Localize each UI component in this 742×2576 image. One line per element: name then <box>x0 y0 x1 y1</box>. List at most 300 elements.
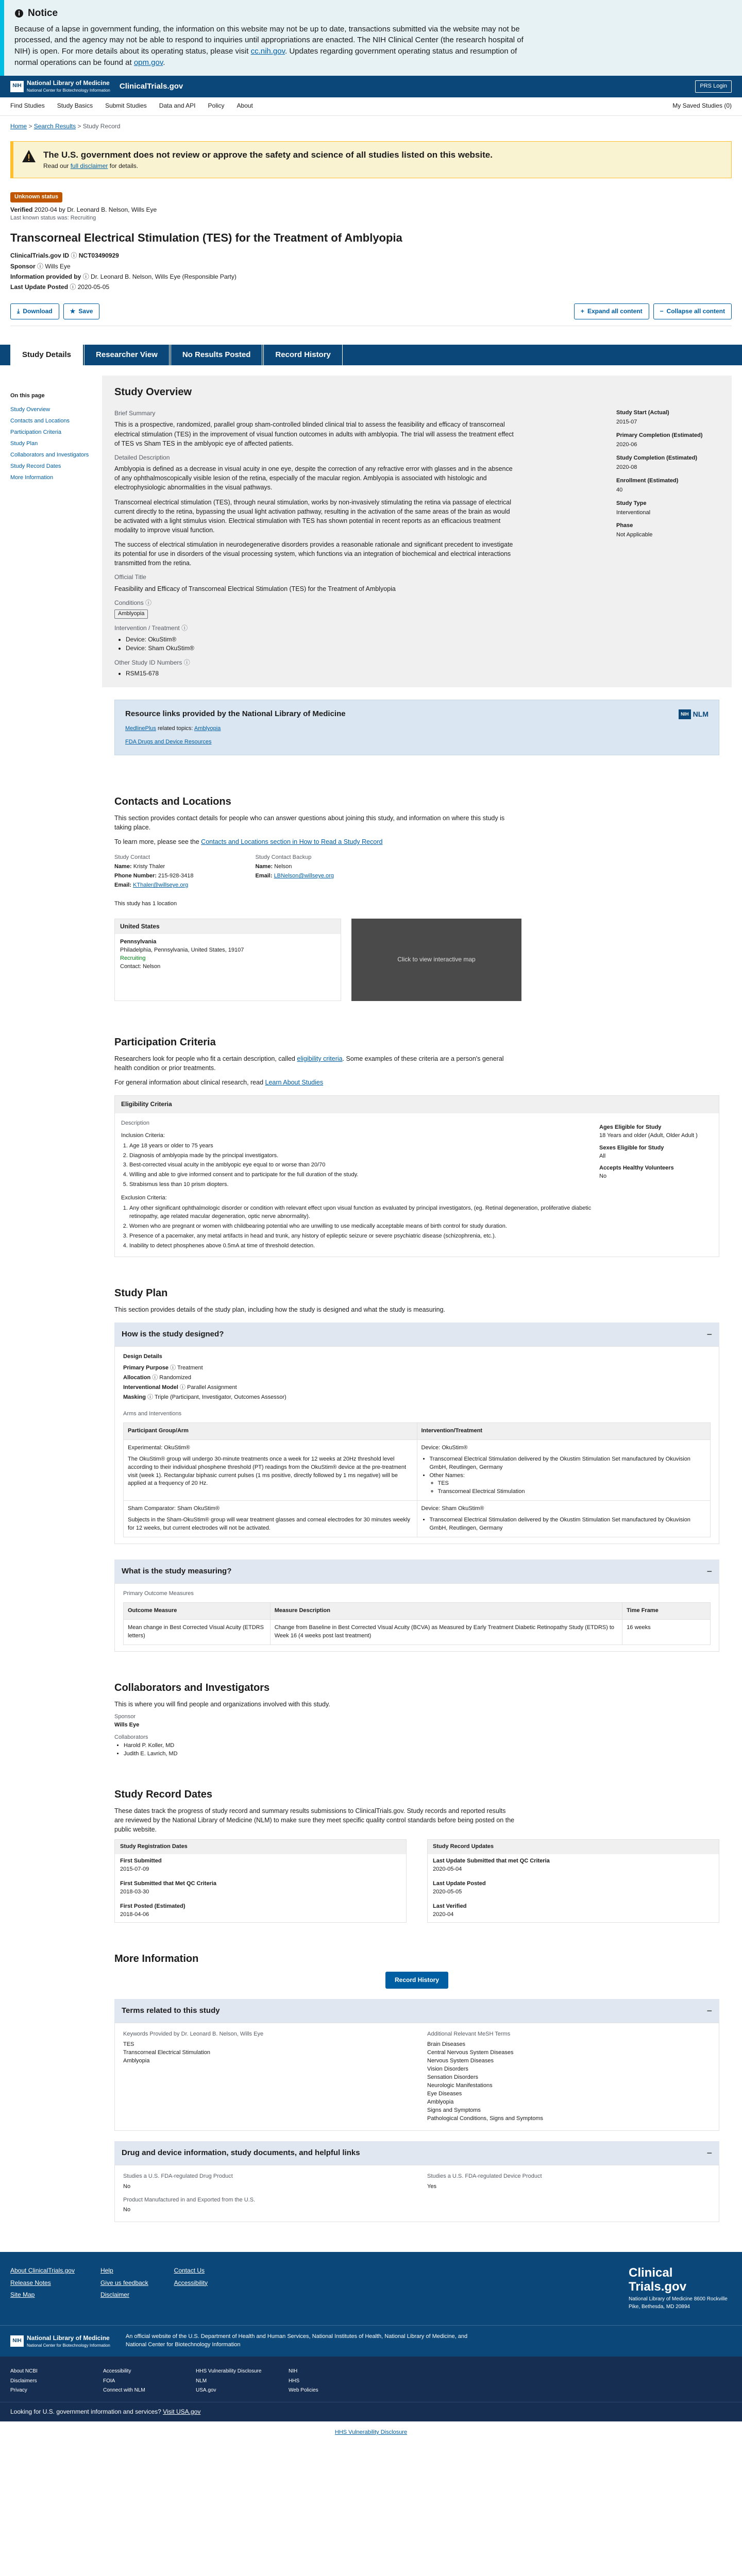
terms-accordion-header[interactable] <box>114 1999 719 2023</box>
table-header-row <box>124 1603 711 1620</box>
content-area <box>0 365 742 2231</box>
footer-link[interactable]: About NCBI <box>10 2368 38 2375</box>
criteria-intro <box>114 1054 516 1073</box>
info-circle-icon[interactable]: ⓘ <box>70 283 76 291</box>
footer-link[interactable]: HHS <box>289 2378 300 2384</box>
verified-date: 2020-04 by Dr. Leonard B. Nelson, Wills Eye <box>34 206 157 213</box>
other-ids-label <box>114 658 601 667</box>
table-row <box>124 1439 711 1501</box>
eligibility-criteria-link[interactable]: eligibility criteria <box>297 1055 343 1062</box>
footer-link[interactable]: Disclaimer <box>100 2291 129 2299</box>
study-plan-title: Study Plan <box>114 1287 168 1299</box>
nav-policy[interactable]: Policy <box>208 102 225 110</box>
collaborators-intro: This is where you will find people and organizations involved with this study. <box>114 1700 330 1708</box>
mesh-col <box>427 2030 711 2123</box>
sponsor-label: Sponsor <box>10 262 36 270</box>
collaborators-list <box>124 1742 719 1758</box>
footer-logo[interactable]: Clinical Trials.gov <box>629 2266 687 2294</box>
location-list <box>114 919 341 1001</box>
study-id: NCT03490929 <box>78 252 119 260</box>
footer-link[interactable]: Disclaimers <box>10 2378 37 2384</box>
side-nav-contacts[interactable]: Contacts and Locations <box>10 417 70 424</box>
medlineplus-line <box>125 725 709 733</box>
table-row <box>124 1501 711 1537</box>
footer-link[interactable]: NLM <box>196 2378 207 2384</box>
side-nav-head: On this page <box>10 393 45 399</box>
disclaimer-title: The U.S. government does not review or approve the safety and science of all studies listed on this website. <box>43 149 493 160</box>
footer-links-bottom <box>0 2357 742 2402</box>
main-content <box>102 376 732 2231</box>
contacts-intro: This section provides contact details for people who can answer questions about joining this study, and information on where this study is taking place. <box>114 814 505 832</box>
keyword: TES <box>123 2041 134 2048</box>
nlm-logo-text: National Library of Medicine <box>27 79 110 87</box>
collaborators-section <box>102 1671 732 1768</box>
footer-link[interactable]: Release Notes <box>10 2279 51 2286</box>
contact-phone-value: 215-928-3418 <box>158 873 194 879</box>
list-item: • Judith E. Lavrich, MD <box>124 1750 719 1758</box>
footer-official: An official website of the U.S. Department of Health and Human Services, National Institutes of Health, National Library of Medicine, and National Center for Biotechnology Information <box>125 2333 468 2348</box>
registration-dates-head: Study Registration Dates <box>115 1840 406 1854</box>
nav-study-basics[interactable]: Study Basics <box>57 102 93 110</box>
sexes-label: Sexes Eligible for Study <box>599 1144 664 1151</box>
study-id-line <box>10 251 732 260</box>
footer-link[interactable]: Connect with NLM <box>103 2387 145 2394</box>
table-cell <box>417 1501 711 1537</box>
list-item: • Device: Sham OkuStim® <box>126 644 601 653</box>
arms-table <box>123 1422 711 1537</box>
plus-icon: + <box>580 307 584 315</box>
condition-tag[interactable]: Amblyopia <box>114 609 148 619</box>
table-cell <box>124 1501 417 1537</box>
backup-email-link[interactable]: LBNelson@willseye.org <box>274 873 334 879</box>
inclusion-label: Inclusion Criteria: <box>121 1132 165 1139</box>
footer-nlm-sub: National Center for Biotechnology Information <box>27 2343 110 2348</box>
list-item: • Harold P. Koller, MD <box>124 1742 719 1750</box>
footer-link[interactable]: HHS Vulnerability Disclosure <box>196 2368 262 2375</box>
study-completion-value: 2020-08 <box>616 464 637 470</box>
notice-text <box>14 24 530 69</box>
breadcrumb: Home > Search Results > Study Record <box>10 122 121 130</box>
footer-top <box>10 2266 732 2311</box>
detailed-description-1: Amblyopia is defined as a decrease in visual acuity in one eye, despite the correction of any refractive error with glasses and in the absence of any ophthalmoscopically visible lesion of the retina, especially of the macular region. Amblyopia is associated with histologic and electrophysiologic abnormalities in the visual pathways. <box>114 465 513 492</box>
criteria-box-head: Eligibility Criteria <box>115 1096 719 1113</box>
primary-outcome-label: Primary Outcome Measures <box>123 1590 194 1597</box>
info-circle-icon[interactable]: ⓘ <box>37 262 44 270</box>
save-label: Save <box>78 307 93 315</box>
measure-accordion-header[interactable] <box>114 1560 719 1583</box>
date-value: 2015-07-09 <box>120 1866 149 1873</box>
more-info-section <box>102 1942 732 2232</box>
verified-line <box>10 206 732 214</box>
page-side-nav <box>10 376 93 2231</box>
expand-all-button[interactable] <box>574 303 649 319</box>
info-provided-line <box>10 273 732 281</box>
footer-link[interactable]: NIH <box>289 2368 298 2375</box>
expand-label: Expand all content <box>587 307 643 315</box>
study-type-label: Study Type <box>616 500 647 506</box>
amblyopia-link[interactable]: Amblyopia <box>194 725 221 732</box>
nav-find-studies[interactable]: Find Studies <box>10 102 45 110</box>
nlm-logo[interactable] <box>10 79 110 94</box>
interactive-map[interactable] <box>351 919 521 1001</box>
footer-col-2 <box>100 2266 148 2308</box>
design-details-label: Design Details <box>123 1353 162 1360</box>
collapse-all-button[interactable] <box>653 303 732 319</box>
footer <box>0 2252 742 2325</box>
mesh-label: Additional Relevant MeSH Terms <box>427 2031 511 2038</box>
footer-col-1 <box>10 2266 75 2308</box>
footer-nlm <box>0 2325 742 2357</box>
breadcrumb-home[interactable]: Home <box>10 122 27 130</box>
minus-icon: − <box>706 2006 712 2016</box>
dates-grid <box>114 1839 719 1923</box>
backup-name-key: Name: <box>255 863 273 870</box>
list-item: • Device: OkuStim® <box>126 635 601 644</box>
prs-login-button[interactable]: PRS Login <box>695 80 732 93</box>
nav-about[interactable]: About <box>237 102 253 110</box>
mesh-term: Amblyopia <box>427 2098 454 2105</box>
contact-phone-key: Phone Number: <box>114 873 157 879</box>
tab-researcher-view[interactable]: Researcher View <box>84 344 170 365</box>
primary-contact <box>114 854 193 890</box>
intervention-list <box>126 635 601 653</box>
mesh-term: Signs and Symptoms <box>427 2107 481 2113</box>
measure-box <box>114 1583 719 1652</box>
phase-value: Not Applicable <box>616 532 653 538</box>
table-header: Intervention/Treatment <box>417 1422 711 1439</box>
contacts-title: Contacts and Locations <box>114 795 231 807</box>
fda-drug-label: Studies a U.S. FDA-regulated Drug Product <box>123 2173 233 2179</box>
study-overview-title: Study Overview <box>114 386 192 398</box>
ages-value: 18 Years and older (Adult, Older Adult ) <box>599 1132 698 1139</box>
breadcrumb-search-results[interactable]: Search Results <box>33 122 76 130</box>
table-cell: Mean change in Best Corrected Visual Acuity (ETDRS letters) <box>124 1620 271 1645</box>
info-circle-icon[interactable]: ⓘ <box>147 1394 154 1400</box>
mesh-term: Nervous System Diseases <box>427 2058 494 2064</box>
keywords-label: Keywords Provided by Dr. Leonard B. Nelson, Wills Eye <box>123 2031 264 2038</box>
learn-about-studies-link[interactable]: Learn About Studies <box>265 1079 324 1087</box>
side-nav-study-overview[interactable]: Study Overview <box>10 406 50 413</box>
study-plan-section <box>102 1277 732 1661</box>
exported-value: No <box>123 2207 131 2213</box>
contacts-section <box>102 785 732 1010</box>
study-plan-intro: This section provides details of the study plan, including how the study is designed and what the study is measuring. <box>114 1306 446 1313</box>
criteria-left <box>121 1120 599 1250</box>
nav-saved-studies[interactable]: My Saved Studies (0) <box>672 102 732 110</box>
record-updates-head: Study Record Updates <box>428 1840 719 1854</box>
info-circle-icon[interactable]: ⓘ <box>180 1384 186 1391</box>
location-item[interactable] <box>115 934 341 975</box>
backup-contact <box>255 854 333 890</box>
brief-summary-label: Brief Summary <box>114 410 156 417</box>
drug-grid <box>114 2165 719 2223</box>
locations-wrap <box>114 919 719 1001</box>
info-circle-icon[interactable]: ⓘ <box>71 252 77 260</box>
footer-link[interactable]: Give us feedback <box>100 2279 148 2286</box>
sexes-value: All <box>599 1153 606 1159</box>
date-cell <box>428 1854 719 1877</box>
notice-banner <box>0 0 742 76</box>
notice-title: Notice <box>28 8 58 19</box>
drug-accordion-header[interactable] <box>114 2141 719 2165</box>
last-update-line <box>10 283 732 292</box>
record-history-button[interactable]: Record History <box>385 1972 448 1989</box>
date-value: 2018-04-06 <box>120 1911 149 1918</box>
side-nav-collaborators[interactable]: Collaborators and Investigators <box>10 451 89 458</box>
date-cell <box>115 1854 406 1877</box>
arm-treatment: Device: Sham OkuStim® <box>421 1505 484 1512</box>
tab-no-results[interactable]: No Results Posted <box>171 344 263 365</box>
opm-link[interactable]: opm.gov <box>133 58 163 67</box>
exclusion-label: Exclusion Criteria: <box>121 1195 167 1201</box>
tab-bar <box>0 345 742 365</box>
drug-title: Drug and device information, study documents, and helpful links <box>122 2148 360 2157</box>
table-cell <box>124 1439 417 1501</box>
related-topics-text: related topics: <box>157 725 193 732</box>
footer-link[interactable]: Web Policies <box>289 2387 318 2394</box>
contact-email-key: Email: <box>114 882 132 889</box>
terms-title: Terms related to this study <box>122 2006 220 2015</box>
design-masking-key: Masking <box>123 1394 146 1400</box>
info-circle-icon[interactable]: ⓘ <box>170 1365 176 1371</box>
other-ids-list <box>126 669 601 678</box>
design-accordion-header[interactable] <box>114 1323 719 1346</box>
ncbi-text: National Center for Biotechnology Information <box>27 88 110 93</box>
criteria-general-text: For general information about clinical research, read <box>114 1079 264 1087</box>
side-nav-record-dates[interactable]: Study Record Dates <box>10 463 61 469</box>
location-status: Recruiting <box>120 955 146 962</box>
info-provided-label: Information provided by <box>10 273 81 280</box>
collapse-label: Collapse all content <box>666 307 725 315</box>
criteria-body <box>115 1113 719 1257</box>
overview-layout <box>114 404 719 678</box>
study-completion-label: Study Completion (Estimated) <box>616 454 698 461</box>
location-state: Pennsylvania <box>120 939 157 945</box>
list-item: 5. Strabismus less than 10 prism diopters. <box>129 1181 599 1189</box>
detailed-description-label: Detailed Description <box>114 453 170 461</box>
location-country: United States <box>115 919 341 934</box>
notice-text-2: . Updates regarding government operating status and resumption of normal operations can be found at <box>14 47 517 67</box>
last-update-label: Last Update Posted <box>10 283 69 291</box>
list-item: 2. Women who are pregnant or women with childbearing potential who are unwilling to use medically acceptable means of birth control for study duration. <box>129 1223 599 1231</box>
accessibility-bar <box>0 2421 742 2444</box>
date-cell <box>115 1877 406 1900</box>
minus-icon: − <box>706 1329 712 1340</box>
footer-link[interactable]: Accessibility <box>174 2279 208 2286</box>
design-masking <box>123 1394 711 1402</box>
primary-completion-label: Primary Completion (Estimated) <box>616 432 703 438</box>
sponsor-value: Wills Eye <box>45 262 71 270</box>
design-allocation-key: Allocation <box>123 1375 151 1381</box>
footer-col-3 <box>174 2266 208 2308</box>
date-value: 2020-05-05 <box>433 1888 462 1895</box>
usa-gov-text: Looking for U.S. government information and services? <box>10 2408 161 2415</box>
date-key: Last Verified <box>433 1903 467 1909</box>
record-updates <box>427 1839 719 1923</box>
mesh-term: Eye Diseases <box>427 2090 462 2097</box>
usa-gov-link[interactable]: Visit USA.gov <box>163 2408 201 2415</box>
list-item: • Transcorneal Electrical Stimulation delivered by the Okustim Stimulation Set manufactured by Okuvision GmbH, Reutlingen, Germany <box>430 1516 706 1533</box>
save-button[interactable] <box>63 303 100 319</box>
download-button[interactable] <box>10 303 59 319</box>
action-bar <box>10 303 732 326</box>
date-key: First Submitted <box>120 1858 162 1865</box>
last-known-status: Last known status was: Recruiting <box>10 215 96 222</box>
nih-icon: NIH <box>679 709 691 719</box>
backup-email-key: Email: <box>255 873 273 879</box>
footer-nlm-logo[interactable] <box>10 2333 110 2349</box>
study-type-value: Interventional <box>616 509 651 516</box>
date-cell <box>428 1877 719 1900</box>
arm-group: Sham Comparator: Sham OkuStim® <box>128 1505 220 1512</box>
info-circle-icon[interactable]: ⓘ <box>145 599 152 606</box>
date-value: 2020-05-04 <box>433 1866 462 1873</box>
arm-group: Experimental: OkuStim® <box>128 1444 190 1451</box>
ages-label: Ages Eligible for Study <box>599 1124 662 1130</box>
table-header-row <box>124 1422 711 1439</box>
info-circle-icon[interactable]: ⓘ <box>183 658 190 666</box>
mesh-term: Brain Diseases <box>427 2041 465 2048</box>
fda-resources-link[interactable]: FDA Drugs and Device Resources <box>125 738 212 745</box>
nlm-logo-icon: NIH <box>10 81 24 92</box>
usa-gov-bar <box>0 2402 742 2421</box>
study-start-label: Study Start (Actual) <box>616 410 669 416</box>
exclusion-list <box>129 1205 599 1250</box>
footer-link[interactable]: About ClinicalTrials.gov <box>10 2267 75 2275</box>
contact-email-link[interactable]: KThaler@willseye.org <box>133 882 189 889</box>
list-item: 2. Diagnosis of amblyopia made by the principal investigators. <box>129 1152 599 1160</box>
info-circle-icon[interactable]: ⓘ <box>181 624 188 632</box>
primary-contact-phone <box>114 872 193 880</box>
registration-dates <box>114 1839 407 1923</box>
criteria-right <box>599 1120 713 1250</box>
brief-summary: This is a prospective, randomized, parallel group sham-controlled blinded clinical trial to assess the feasibility and efficacy of transcorneal electrical stimulation (TES) in the improvement of visual function outcomes in adults with amblyopia. The trial will assess the treatment effect of TES vs Sham TES in the amblyopic eye of affected patients. <box>114 421 514 447</box>
download-icon: ⤓ <box>17 307 20 315</box>
date-cell <box>428 1900 719 1922</box>
table-header: Outcome Measure <box>124 1603 271 1620</box>
date-cell <box>115 1900 406 1922</box>
footer-link[interactable]: USA.gov <box>196 2387 216 2394</box>
keyword: Transcorneal Electrical Stimulation <box>123 2049 210 2056</box>
side-nav-study-plan[interactable]: Study Plan <box>10 440 38 447</box>
footer-link[interactable]: FOIA <box>103 2378 115 2384</box>
sponsor-label: Sponsor <box>114 1714 136 1720</box>
table-header: Time Frame <box>622 1603 711 1620</box>
footer-link[interactable]: Privacy <box>10 2387 27 2394</box>
arm-treatment-list <box>430 1516 706 1533</box>
design-purpose-key: Primary Purpose <box>123 1365 169 1371</box>
criteria-general <box>114 1078 516 1087</box>
list-item: 4. Willing and able to give informed consent and to participate for the full duration of the study. <box>129 1171 599 1179</box>
conditions-label <box>114 599 601 607</box>
fda-drug-value: No <box>123 2183 131 2190</box>
table-header: Participant Group/Arm <box>124 1422 417 1439</box>
record-dates-title: Study Record Dates <box>114 1788 213 1800</box>
location-count: This study has 1 location <box>114 901 177 907</box>
vulnerability-disclosure-link[interactable]: HHS Vulnerability Disclosure <box>334 2429 408 2435</box>
design-purpose-value: Treatment <box>177 1365 203 1371</box>
medlineplus-link[interactable]: MedlinePlus <box>125 725 156 732</box>
mesh-term: Pathological Conditions, Signs and Symptoms <box>427 2115 544 2122</box>
disclaimer-sub-text-2: for details. <box>109 162 139 170</box>
study-id-label: ClinicalTrials.gov ID <box>10 252 70 260</box>
resource-links-section <box>102 687 732 765</box>
detailed-description-2: Transcorneal electrical stimulation (TES), through neural stimulation, works by non-invasively stimulating the retina via passage of electrical current directly to the retina, bypassing the usual light activation pathway, resulting in the activation of the same areas of the brain as would be activated with a light stimulus vision. Electrical stimulation with TES has shown potential in recent reports as an efficacious treatment modality to improve visual function. <box>114 498 512 534</box>
intervention-label-text: Intervention / Treatment <box>114 624 180 632</box>
criteria-box <box>114 1095 719 1257</box>
verified-label: Verified <box>10 206 33 213</box>
collaborators-block <box>114 1734 719 1758</box>
primary-contact-label: Study Contact <box>114 854 150 861</box>
contacts-learn-link[interactable]: Contacts and Locations section in How to Read a Study Record <box>201 838 383 846</box>
info-provided-value: Dr. Leonard B. Nelson, Wills Eye (Responsible Party) <box>91 273 237 280</box>
nav-data-api[interactable]: Data and API <box>159 102 196 110</box>
keyword: Amblyopia <box>123 2058 150 2064</box>
minus-icon: − <box>706 2147 712 2158</box>
side-nav-criteria[interactable]: Participation Criteria <box>10 429 62 435</box>
record-dates-intro: These dates track the progress of study record and summary results submissions to ClinicalTrials.gov. Study records and reported results are reviewed by the National Library of Medicine (NLM) to make sure they meet specific quality control standards before being posted on the public website. <box>114 1807 515 1834</box>
footer-link-grid <box>10 2368 732 2395</box>
primary-contact-email <box>114 882 193 890</box>
list-item: 1. Age 18 years or older to 75 years <box>129 1142 599 1150</box>
download-label: Download <box>23 307 53 315</box>
top-navigation <box>0 97 742 116</box>
info-icon <box>14 9 24 18</box>
footer-links <box>10 2266 208 2311</box>
sponsor-line <box>10 262 732 271</box>
arm-treatment-list <box>430 1455 706 1497</box>
full-disclaimer-link[interactable]: full disclaimer <box>70 162 108 170</box>
criteria-desc-label: Description <box>121 1120 150 1126</box>
criteria-intro-text: Researchers look for people who fit a certain description, called <box>114 1055 295 1062</box>
nlm-badge <box>679 709 709 719</box>
footer-link[interactable]: Contact Us <box>174 2267 205 2275</box>
criteria-section <box>102 1026 732 1266</box>
date-key: First Submitted that Met QC Criteria <box>120 1880 217 1887</box>
drug-col-1 <box>123 2173 407 2215</box>
info-circle-icon[interactable]: ⓘ <box>82 273 89 280</box>
contacts-learn-text: To learn more, please see the <box>114 838 199 846</box>
study-start-value: 2015-07 <box>616 419 637 426</box>
contact-name-value: Kristy Thaler <box>133 863 165 870</box>
criteria-intro-text-2: . Some examples of these criteria are a person's general health condition or prior treatments. <box>114 1055 504 1072</box>
other-names-label: Other Names: <box>429 1472 465 1479</box>
page-title: Transcorneal Electrical Stimulation (TES) for the Treatment of Amblyopia <box>10 231 402 245</box>
footer-link[interactable]: Accessibility <box>103 2368 131 2375</box>
official-title-label: Official Title <box>114 573 146 581</box>
tab-study-details[interactable]: Study Details <box>10 344 83 365</box>
mesh-term: Vision Disorders <box>427 2065 468 2072</box>
side-nav-more-info[interactable]: More Information <box>10 474 54 481</box>
footer-link[interactable]: Site Map <box>10 2291 35 2299</box>
tab-record-history[interactable]: Record History <box>263 344 343 365</box>
footer-link[interactable]: Help <box>100 2267 113 2275</box>
list-item: 4. Inability to detect phosphenes above 0.5mA at time of threshold detection. <box>129 1242 599 1250</box>
location-address: Philadelphia, Pennsylvania, United States, 19107 <box>120 947 244 954</box>
overview-right <box>616 404 719 678</box>
other-ids-label-text: Other Study ID Numbers <box>114 658 182 666</box>
cc-nih-link[interactable]: cc.nih.gov <box>250 47 285 56</box>
contact-name-key: Name: <box>114 863 132 870</box>
nav-submit-studies[interactable]: Submit Studies <box>105 102 147 110</box>
clinicaltrials-brand[interactable]: ClinicalTrials.gov <box>119 81 183 91</box>
inclusion-list <box>129 1142 599 1190</box>
mesh-term: Neurologic Manifestations <box>427 2082 493 2089</box>
more-info-actions <box>114 1972 719 1989</box>
info-circle-icon[interactable]: ⓘ <box>152 1375 158 1381</box>
list-item: 3. Presence of a pacemaker, any metal artifacts in head and trunk, any history of epileptic seizure or severe psychiatric disease (schizophrenia, etc.). <box>129 1232 599 1241</box>
primary-contact-name <box>114 863 193 871</box>
